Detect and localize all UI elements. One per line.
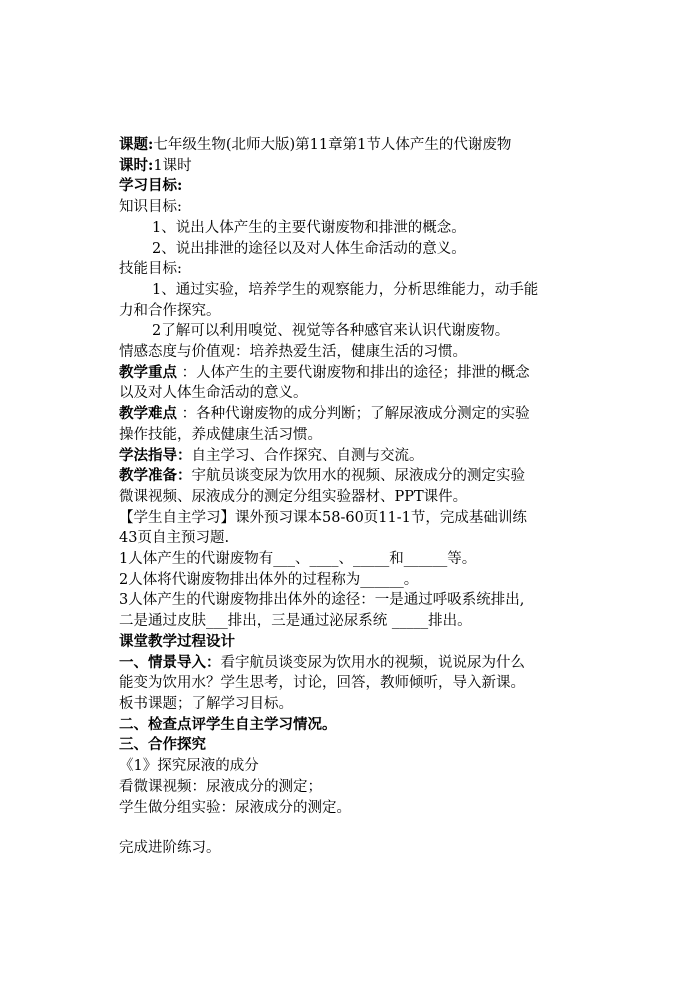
study-method [119,446,584,467]
question-3-line-1: 3人体产生的代谢废物排出体外的途径：一是通过呼吸系统排出, [119,592,525,609]
skill-goal-2: 2了解可以利用嗅觉、视觉等各种感官来认识代谢废物。 [152,323,510,340]
lesson-title-label: 课题: [119,136,154,153]
explore-item-3: 学生做分组实验：尿液成分的测定。 [119,799,351,816]
teaching-prep-label: 教学准备： [119,467,192,485]
lesson-period-label: 课时: [119,156,154,174]
teaching-focus-line-2: 以及对人体生命活动的意义。 [119,385,308,402]
step-3: 三、合作探究 [119,736,206,754]
goals-heading: 学习目标: [119,177,183,195]
teaching-difficulty-line-2: 操作技能，养成健康生活习惯。 [119,426,322,443]
teaching-focus-line-1 [119,363,584,384]
step-1-line-3: 板书课题；了解学习目标。 [119,695,293,712]
step-1-line-1 [119,653,584,674]
step-1-label: 一、情景导入： [119,653,221,671]
skill-goal-1-line-2: 力和合作探究。 [119,302,221,319]
self-study-line-2: 43页自主预习题. [119,530,230,547]
question-1: 1人体产生的代谢废物有___、____、_____和______等。 [119,551,477,568]
explore-item-1: 《1》探究尿液的成分 [119,758,259,775]
teaching-difficulty-line-1 [119,404,584,425]
teaching-focus-label: 教学重点 [119,363,177,381]
question-3-line-2: 二是通过皮肤___排出，三是通过泌尿系统 _____排出。 [119,613,472,630]
lesson-title [119,135,584,156]
explore-item-2: 看微课视频：尿液成分的测定； [119,778,322,795]
blank-line [119,818,584,838]
knowledge-goal-1: 1、说出人体产生的主要代谢废物和排泄的概念。 [152,219,466,236]
document-body [119,135,584,859]
finish-exercise: 完成进阶练习。 [119,840,221,857]
teaching-prep-line-2: 微课视频、尿液成分的测定分组实验器材、PPT课件。 [119,488,468,505]
lesson-period [119,156,584,177]
study-method-label: 学法指导： [119,446,192,464]
teaching-prep-text: 宇航员谈变尿为饮用水的视频、尿液成分的测定实验 [191,468,525,485]
knowledge-goals-label: 知识目标: [119,199,182,216]
emotion-goal: 情感态度与价值观：培养热爱生活，健康生活的习惯。 [119,344,467,361]
self-study-line-1: 【学生自主学习】课外预习课本58-60页11-1节，完成基础训练 [119,509,527,526]
step-1-line-2: 能变为饮用水？学生思考，讨论，回答，教师倾听，导入新课。 [119,675,525,692]
lesson-title-text: 七年级生物(北师大版)第11章第1节人体产生的代谢废物 [153,137,512,153]
study-method-text: 自主学习、合作探究、自测与交流。 [191,447,424,464]
teaching-difficulty-label: 教学难点 [119,405,177,423]
teaching-focus-text: ：人体产生的主要代谢废物和排出的途径；排泄的概念 [177,364,530,381]
teaching-prep-line-1 [119,466,584,487]
knowledge-goal-2: 2、说出排泄的途径以及对人体生命活动的意义。 [152,240,466,257]
teaching-difficulty-text: ：各种代谢废物的成分判断；了解尿液成分测定的实验 [177,406,530,423]
lesson-period-text: 1课时 [153,157,192,174]
skill-goal-1-line-1: 1、通过实验，培养学生的观察能力，分析思维能力，动手能 [152,281,539,298]
process-heading: 课堂教学过程设计 [119,632,235,650]
step-1-text: 看宇航员谈变尿为饮用水的视频，说说尿为什么 [220,654,525,671]
step-2: 二、检查点评学生自主学习情况。 [119,715,337,733]
question-2: 2人体将代谢废物排出体外的过程称为______。 [119,571,419,588]
skill-goals-label: 技能目标: [119,261,182,278]
